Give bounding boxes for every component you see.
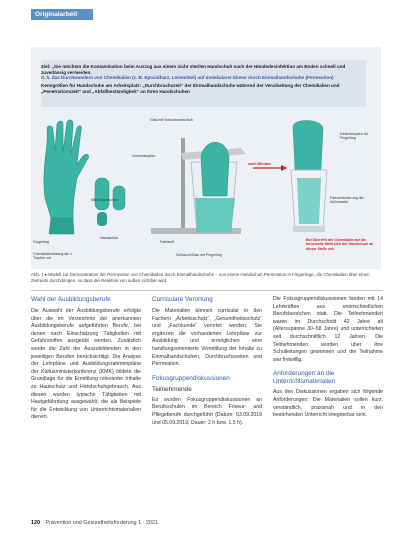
body-anforderungen: Aus den Diskussionen ergaben sich folgende Anforderungen: Die Materialien sollen kurz, verständlich, praxisnah und in den bestehenden Unterricht integrierbar sein.	[273, 389, 383, 419]
body-ausbildungsberufe: Die Auswahl der Ausbildungsberufe erfolgte über die im Verzeichnis der anerkannten Ausbildungsberufe aufgeführten Berufe, bei denen nach Einschätzung Tätigkeiten mit Gefahrstoffen ausgeübt werden. Zusätzlich wurde die Zahl der Auszubildenden in den jeweiligen Berufen berücksichtigt. Die Analyse der Lehrpläne und Ausbildungsrahmenpläne der Kultusministerkonferenz (KMK) bildete die Grundlage für die Ermittlung relevanter Inhalte zu Hautschutz und Handschuhgebrauch. Aus diesen wurden typische Tätigkeiten mit Hautgefährdung ausgewählt, die als Beispiele für die Entwicklung von Unterrichtsmaterialien dienen.	[31, 308, 141, 421]
column-2	[152, 296, 262, 427]
label-hand: Handschuh	[100, 236, 119, 240]
body-curriculare: Die Materialien können curricular in den Fächern „Arbeitsschutz“, „Gesundheitsschutz“ und „Fachkunde“ verortet werden. Sie ergänzen die vorhandenen Lehrpläne zur Ausbildung und ermöglichen eine handlungsorientierte Vermittlung der Inhalte zu Einmalhandschuhen, Durchbruchszeiten und Permeation.	[152, 308, 262, 368]
criteria-text: Kenngrößen für Handschuhe am Arbeitsplatz: „Durchbruchszeit“ der Einmalhandschuhe während der Verarbeitung der Chemikalien und „Penetrationszeit“ und „Abfallbeständigkeit“ an Ihren Handschuhen	[41, 83, 340, 94]
label-base: Farbstoff	[160, 240, 175, 244]
glove-icon	[44, 120, 89, 234]
goal-text	[41, 64, 359, 81]
page-footer	[31, 520, 383, 526]
label-finger: Fingerling	[33, 240, 49, 244]
label-result: Bei Übertritt der Chemikalie auf die Innenseite färbt sich der Handschuh an dieser Stelle um.	[306, 238, 374, 251]
label-lid: Deckelstopfen für Fingerling	[340, 132, 368, 141]
label-chem: Chemikalienlösung als 1. Tropfen mit	[33, 252, 73, 261]
body-participants: Die Fokusgruppendiskussionen fanden mit 14 Lehrkräften aus unterschiedlichen Berufsbereichen statt. Die Teilnehmenden waren im Durchschnitt 42 Jahre alt (Altersspanne 30–58 Jahre) und unterrichteten seit durchschnittlich 12 Jahren. Die Teilnehmenden wurden über ihre Schulleitungen gewonnen und die Teilnahme war freiwillig.	[273, 296, 383, 363]
label-mitt: Nitril-Handschuh	[91, 198, 118, 202]
label-stopper: Gummistopfen	[132, 154, 156, 158]
label-glass-top: Glas mit Schutzhandschuh	[150, 118, 193, 122]
divider	[31, 290, 383, 291]
label-after: Farbveränderung der Außenseite	[330, 196, 364, 205]
label-reaction: nach Minuten	[248, 162, 272, 166]
column-3	[273, 296, 383, 420]
journal-name: Prävention und Gesundheitsförderung 1 · 2021	[45, 520, 158, 526]
body-teilnehmende: Es wurden Fokusgruppendiskussionen an Berufsschulen im Bereich Friseur- und Pflegeberufe durchgeführt (Datum: 03.09.2019 und 05.09.2019; Dauer: 2 h bzw. 1,5 h).	[152, 396, 262, 426]
heading-anforderungen: Anforderungen an die Unterrichtsmaterialien	[273, 370, 336, 386]
goal-line-1: Ziel: „Sie möchten die Kontamination beim Auszug aus einem nicht sterilen Handschuh nach der Händedesinfektion am Boden schnell und zuverlässig vermeiden.	[41, 64, 346, 75]
glass-setup	[151, 138, 246, 234]
goal-line-2: d. h. das Durchwandern von Chemikalien (z. B. Epoxidharz, Lösemittel) auf molekularer Ebene durch Einmalhandschuhe (Permeation)	[41, 75, 334, 81]
goal-box	[41, 60, 366, 107]
section-tag: Originalarbeit	[31, 9, 93, 20]
column-1	[31, 296, 141, 422]
heading-curriculare: Curriculare Verortung	[152, 296, 213, 303]
figure-caption: Abb. 1 ▸ Modell zur Demonstration der Permeation von Chemikalien durch Einmalhandschuhe – von einem Handschuh Permeation in Fingerlinge, die Chemikalien über einen Zeitraum durchdringen, so dass die Reaktion von außen sichtbar wird.	[31, 272, 370, 283]
heading-teilnehmende: Teilnehmende	[152, 385, 192, 393]
heading-fokusgruppen: Fokusgruppendiskussionen	[152, 374, 230, 382]
heading-ausbildungsberufe: Wahl der Ausbildungsberufe	[31, 296, 111, 303]
page-number: 120	[31, 520, 40, 526]
result-glass	[291, 121, 327, 233]
label-sample: Schlauch/Glas mit Fingerling	[176, 253, 222, 257]
